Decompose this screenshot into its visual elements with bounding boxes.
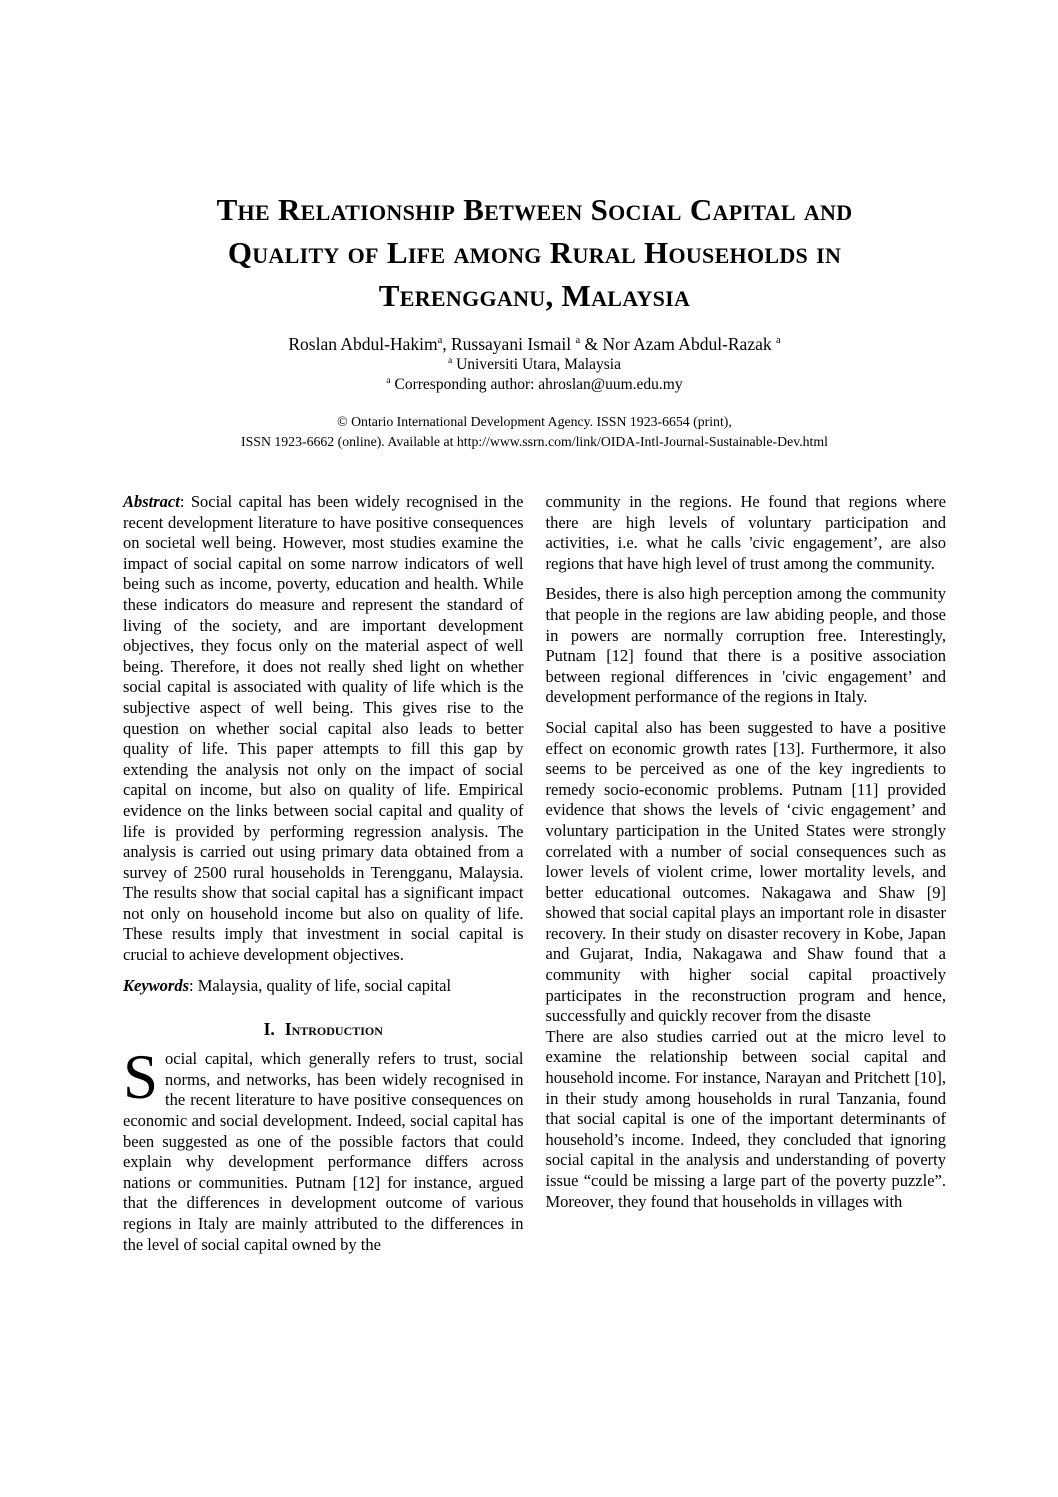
author-3-marker: a — [775, 335, 781, 347]
section-title: Introduction — [284, 1019, 383, 1040]
right-column — [546, 492, 947, 1265]
author-1-marker: a — [437, 335, 443, 347]
corresponding-marker: a — [386, 375, 391, 386]
copyright-issn-block — [123, 412, 946, 452]
paper-title-line-1: The Relationship Between Social Capital and — [216, 192, 853, 227]
affiliation-marker: a — [448, 355, 453, 366]
introduction-text: ocial capital, which generally refers to trust, social norms, and networks, has been widely recognised in the recent literature to have positive consequences on economic and social development. Indeed, social capital has been suggested as one of the possible factors that could explain why development performance differs across nations or communities. Putnam [12] for instance, argued that the differences in development outcome of various regions in Italy are mainly attributed to the differences in the level of social capital owned by the — [123, 1049, 524, 1254]
body-paragraph: Besides, there is also high perception among the community that people in the regions are law abiding people, and those in powers are normally corruption free. Interestingly, Putnam [12] found that there is a positive association between regional differences in 'civic engagement’ and development performance of the regions in Italy. — [545, 584, 946, 707]
affiliation-line — [123, 355, 946, 375]
author-1: Roslan Abdul-Hakim — [288, 334, 438, 354]
copyright-line-1: © Ontario International Development Agency. ISSN 1923-6654 (print), — [337, 414, 732, 429]
paper-title — [123, 188, 946, 317]
author-separator-1: , — [442, 334, 451, 354]
section-heading-introduction — [123, 1018, 524, 1040]
author-2-marker: a — [575, 335, 581, 347]
drop-cap: S — [123, 1042, 159, 1113]
author-line — [123, 333, 946, 355]
left-column — [123, 492, 524, 1265]
body-paragraph: community in the regions. He found that regions where there are high levels of voluntary participation and activities, i.e. what he calls 'civic engagement’, are also regions that have high level of trust among the community. — [545, 492, 946, 573]
abstract-paragraph — [123, 492, 524, 966]
body-paragraph: There are also studies carried out at the micro level to examine the relationship between social capital and household income. For instance, Narayan and Pritchett [10], in their study among households in rural Tanzania, found that social capital is one of the important determinants of household’s income. Indeed, they concluded that ignoring social capital in the analysis and understanding of poverty issue “could be missing a large part of the poverty puzzle”. Moreover, they found that households in villages with — [545, 1026, 946, 1211]
abstract-label: Abstract — [123, 492, 180, 511]
abstract-text: Social capital has been widely recognised in the recent development literature to have positive consequences on societal well being. However, most studies examine the impact of social capital on some narrow indicators of well being such as income, poverty, education and health. While these indicators do measure and represent the standard of living of the society, and are important development objectives, they focus only on the material aspect of well being. Therefore, it does not really shed light on whether social capital is associated with quality of life which is the subjective aspect of well being. This gives rise to the question on whether social capital also leads to better quality of life. This paper attempts to fill this gap by extending the analysis not only on the impact of social capital on income, but also on quality of life. Empirical evidence on the links between social capital and quality of life is provided by performing regression analysis. The analysis is carried out using primary data obtained from a survey of 2500 rural households in Terengganu, Malaysia. The results show that social capital has a significant impact not only on household income but also on quality of life. These results imply that investment in social capital is crucial to achieve development objectives. — [123, 492, 524, 965]
author-separator-2: & — [580, 334, 603, 354]
introduction-paragraph — [123, 1042, 524, 1255]
body-paragraph: Social capital also has been suggested to have a positive effect on economic growth rates [13]. Furthermore, it also seems to be perceived as one of the key ingredients to remedy socio-economic problems. Putnam [11] provided evidence that shows the levels of ‘civic engagement’ and voluntary participation in the United States were strongly correlated with a number of social consequences such as lower levels of violent crime, lower mortality levels, and better educational outcomes. Nakagawa and Shaw [9] showed that social capital plays an important role in disaster recovery. In their study on disaster recovery in Kobe, Japan and Gujarat, India, Nakagawa and Shaw found that a community with higher social capital proactively participates in the reconstruction program and hence, successfully and quickly recover from the disaste — [545, 717, 946, 1026]
author-3: Nor Azam Abdul-Razak — [602, 334, 772, 354]
corresponding-author-line — [123, 375, 946, 395]
author-2: Russayani Ismail — [451, 334, 572, 354]
paper-title-line-2: Quality of Life among Rural Households in — [227, 235, 842, 270]
keywords-colon: : — [189, 975, 198, 995]
section-number: I. — [263, 1019, 275, 1040]
keywords-line — [123, 976, 524, 997]
abstract-colon: : — [179, 492, 191, 511]
corresponding-text: Corresponding author: ahroslan@uum.edu.my — [390, 376, 683, 393]
body-columns — [123, 492, 946, 1265]
keywords-label: Keywords — [123, 975, 189, 995]
keywords-text: Malaysia, quality of life, social capital — [197, 975, 452, 995]
paper-title-line-3: Terengganu, Malaysia — [378, 278, 691, 313]
copyright-line-2: ISSN 1923-6662 (online). Available at http://www.ssrn.com/link/OIDA-Intl-Journal-Sustainable-Dev.html — [241, 434, 828, 449]
affiliation-text: Universiti Utara, Malaysia — [452, 356, 621, 373]
